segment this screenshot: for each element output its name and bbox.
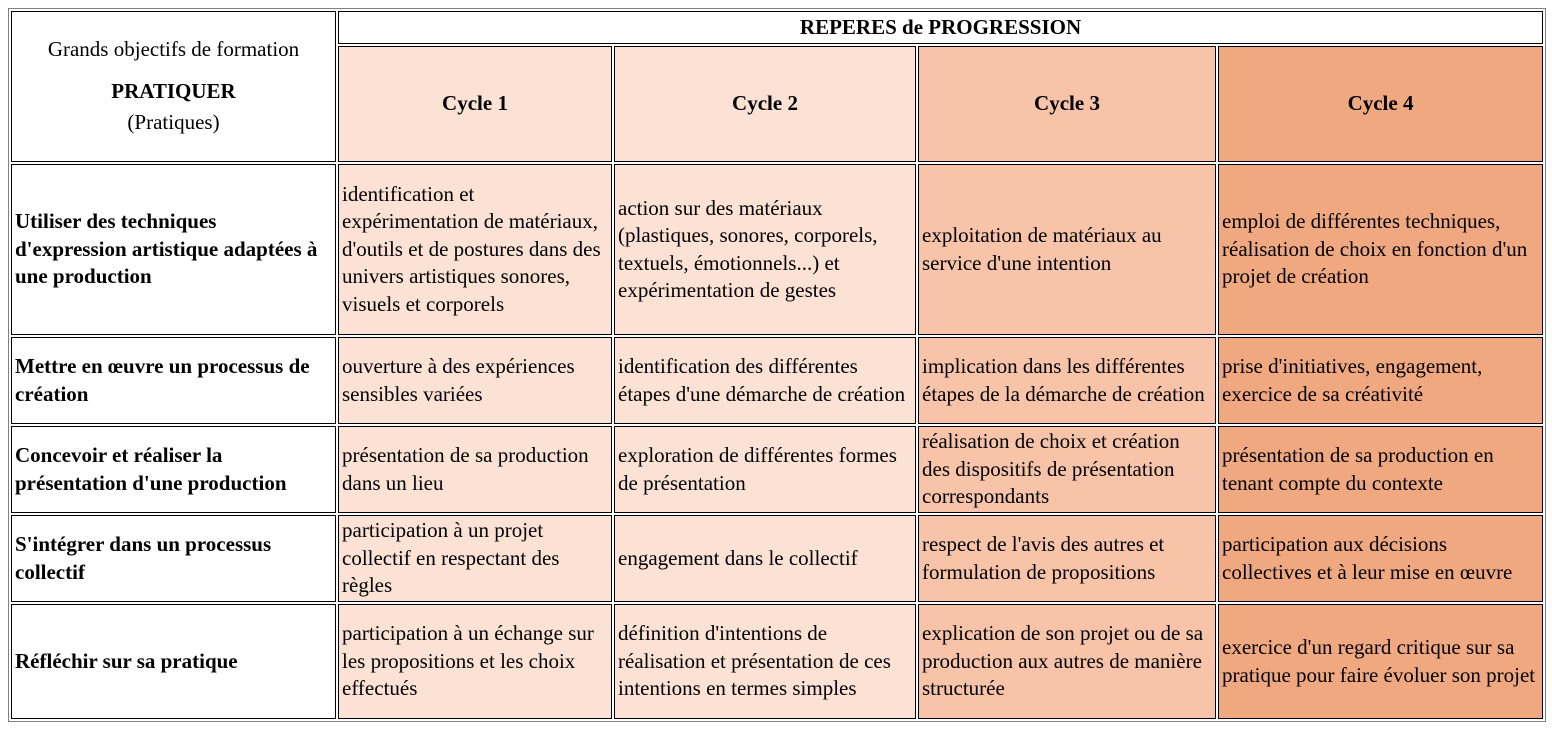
cycle-4-cell: exercice d'un regard critique sur sa pratique pour faire évoluer son projet — [1218, 604, 1543, 719]
cycle-1-cell: identification et expérimentation de matériaux, d'outils et de postures dans des univers artistiques sonores, visuels et corporels — [338, 164, 612, 335]
cycle-2-header: Cycle 2 — [614, 46, 916, 162]
cycle-2-cell: engagement dans le collectif — [614, 515, 916, 602]
objectives-title: Grands objectifs de formation — [47, 37, 300, 62]
cycle-2-cell: action sur des matériaux (plastiques, sonores, corporels, textuels, émotionnels...) et expérimentation de gestes — [614, 164, 916, 335]
table-row — [11, 337, 1543, 424]
objective-cell: S'intégrer dans un processus collectif — [11, 515, 336, 602]
cycle-3-cell: respect de l'avis des autres et formulation de propositions — [918, 515, 1216, 602]
cycle-4-cell: prise d'initiatives, engagement, exercice de sa créativité — [1218, 337, 1543, 424]
cycle-1-cell: participation à un projet collectif en respectant des règles — [338, 515, 612, 602]
cycle-1-cell: participation à un échange sur les propositions et les choix effectués — [338, 604, 612, 719]
cycle-3-cell: explication de son projet ou de sa production aux autres de manière structurée — [918, 604, 1216, 719]
cycle-4-cell: participation aux décisions collectives et à leur mise en œuvre — [1218, 515, 1543, 602]
table-row — [11, 515, 1543, 602]
table-row — [11, 164, 1543, 335]
cycle-4-header: Cycle 4 — [1218, 46, 1543, 162]
progression-banner: REPERES de PROGRESSION — [338, 11, 1543, 44]
cycle-1-cell: ouverture à des expériences sensibles variées — [338, 337, 612, 424]
table-row — [11, 604, 1543, 719]
objectives-header-cell — [11, 11, 336, 162]
progression-table — [8, 8, 1546, 722]
table-row — [11, 426, 1543, 513]
cycle-2-cell: exploration de différentes formes de présentation — [614, 426, 916, 513]
cycle-2-cell: définition d'intentions de réalisation et présentation de ces intentions en termes simples — [614, 604, 916, 719]
objective-cell: Utiliser des techniques d'expression artistique adaptées à une production — [11, 164, 336, 335]
objective-cell: Réfléchir sur sa pratique — [11, 604, 336, 719]
cycle-4-cell: emploi de différentes techniques, réalisation de choix en fonction d'un projet de création — [1218, 164, 1543, 335]
cycle-1-cell: présentation de sa production dans un lieu — [338, 426, 612, 513]
cycle-3-header: Cycle 3 — [918, 46, 1216, 162]
objective-cell: Mettre en œuvre un processus de création — [11, 337, 336, 424]
cycle-2-cell: identification des différentes étapes d'une démarche de création — [614, 337, 916, 424]
cycle-3-cell: implication dans les différentes étapes de la démarche de création — [918, 337, 1216, 424]
cycle-3-cell: exploitation de matériaux au service d'une intention — [918, 164, 1216, 335]
objective-cell: Concevoir et réaliser la présentation d'une production — [11, 426, 336, 513]
domain-title: PRATIQUER — [111, 78, 236, 103]
cycle-3-cell: réalisation de choix et création des dispositifs de présentation correspondants — [918, 426, 1216, 513]
domain-subtitle: (Pratiques) — [127, 110, 220, 135]
cycle-4-cell: présentation de sa production en tenant compte du contexte — [1218, 426, 1543, 513]
cycle-1-header: Cycle 1 — [338, 46, 612, 162]
